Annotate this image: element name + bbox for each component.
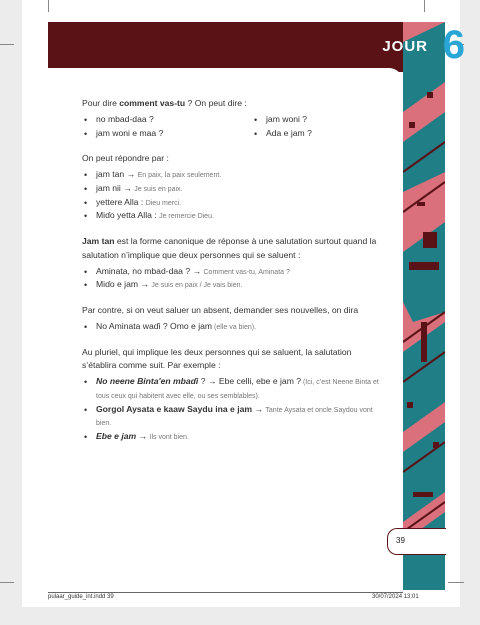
- page-number: 39: [396, 536, 405, 545]
- plural-paragraph: Au pluriel, qui implique les deux personnes qui se saluent, la salutation s’établira comme suit. Par exemple :: [82, 346, 352, 371]
- decorative-pattern: [403, 22, 445, 590]
- footer-file-info: pulaar_guide_int.indd 39: [48, 594, 114, 600]
- list-item: • No neene Binta'en mbaɗi ? → Ebe celli, ebe e jam ? (Ici, c’est Neene Binta et tous ceux qui habitent avec elle, ou ses semblables).: [82, 375, 382, 403]
- footer-divider: [48, 592, 403, 593]
- list-item: • Ebe e jam → Ils vont bien.: [82, 430, 382, 444]
- absent-paragraph: Par contre, si on veut saluer un absent, demander ses nouvelles, on dira: [82, 305, 359, 315]
- list-item: • Aminata, no mbad-daa ? → Comment vas-tu, Aminata ?: [82, 265, 382, 279]
- list-item: • Gorgol Aysata e kaaw Saydu ina e jam → Tante Aysata et oncle Saydou vont bien.: [82, 403, 382, 431]
- crop-mark: [48, 0, 49, 12]
- absent-list: [82, 320, 382, 334]
- list-item: • Miɗo yetta Alla : Je remercie Dieu.: [82, 209, 382, 223]
- day-label: JOUR: [382, 38, 428, 55]
- day-number: 6: [442, 23, 465, 67]
- list-item: • jam tan → En paix, la paix seulement.: [82, 168, 382, 182]
- reply-intro: On peut répondre par :: [82, 153, 169, 164]
- list-item: • jam nii → Je suis en paix.: [82, 182, 382, 196]
- greetings-list: [82, 111, 382, 141]
- crop-mark: [0, 582, 14, 583]
- intro-paragraph: Pour dire comment vas-tu ? On peut dire :: [82, 98, 247, 108]
- header-band: [48, 22, 403, 72]
- list-item: • yettere Alla : Dieu merci.: [82, 196, 382, 210]
- list-item: • jam woni e maa ?: [82, 127, 252, 141]
- list-item: • No Aminata waɗi ? Omo e jam (elle va bien).: [82, 320, 382, 334]
- page-content: [82, 97, 382, 444]
- jamtan-paragraph: Jam tan est la forme canonique de réponse à une salutation surtout quand la salutation n’implique que deux personnes qui se saluent :: [82, 236, 377, 260]
- crop-mark: [448, 582, 464, 583]
- footer-timestamp: 30/07/2024 13:01: [372, 594, 419, 600]
- list-item: • Miɗo e jam → Je suis en paix / Je vais bien.: [82, 278, 382, 292]
- replies-list: [82, 168, 382, 223]
- crop-mark: [424, 0, 425, 12]
- canonical-list: [82, 265, 382, 293]
- plural-list: [82, 375, 382, 444]
- list-item: • jam woni ?: [252, 113, 382, 127]
- crop-mark: [0, 44, 14, 45]
- list-item: • no mbad-daa ?: [82, 113, 252, 127]
- list-item: • Ada e jam ?: [252, 127, 382, 141]
